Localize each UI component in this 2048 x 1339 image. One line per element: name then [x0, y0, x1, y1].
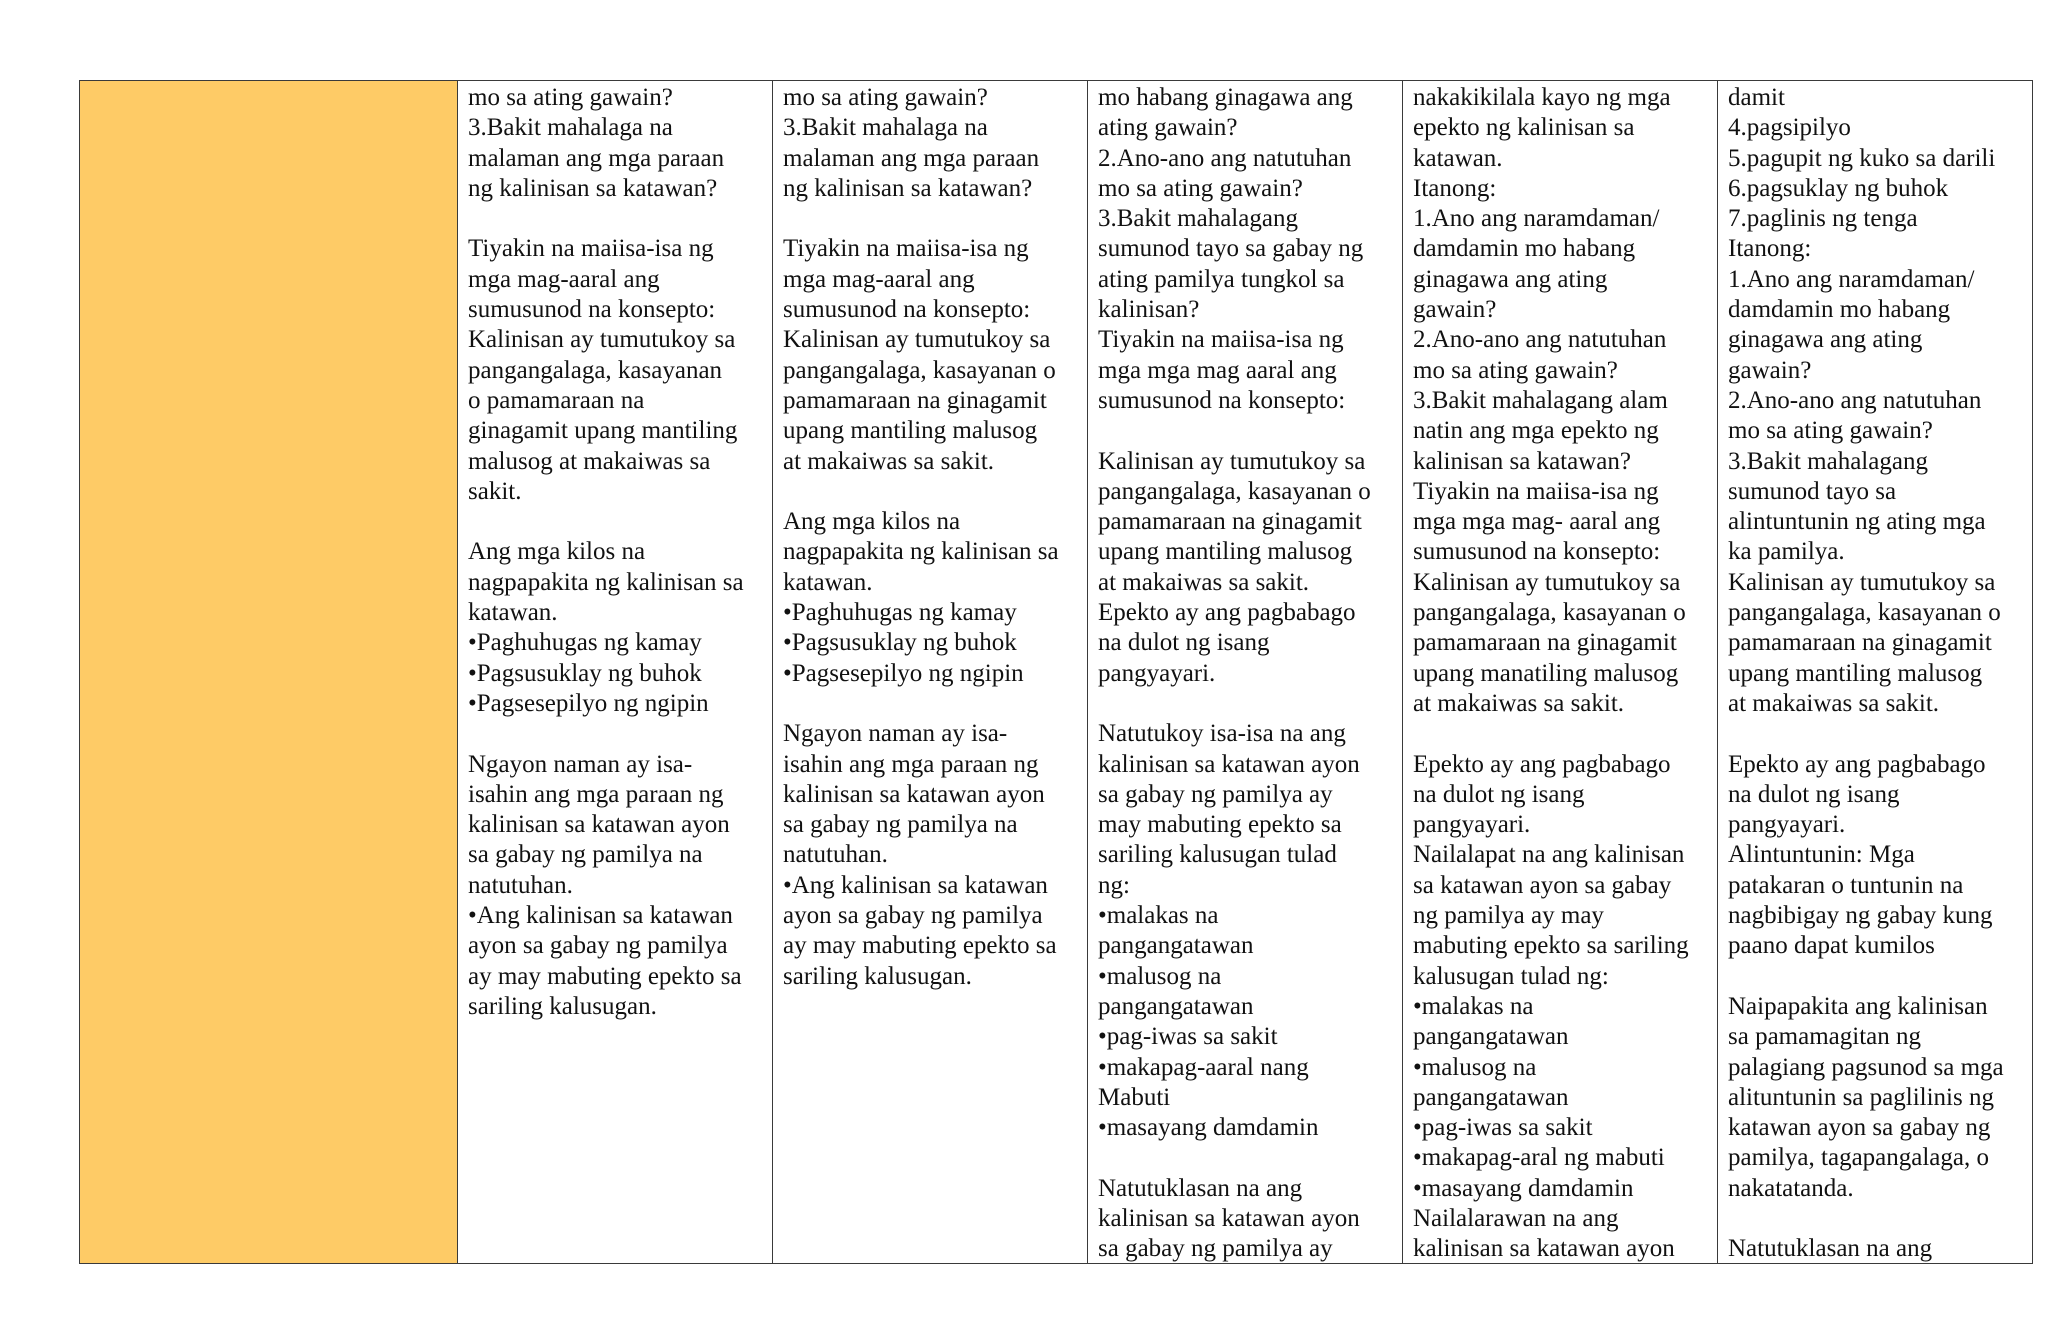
table-cell-column-1: [458, 81, 773, 1264]
cell-text-column-3: mo habang ginagawa ang ating gawain? 2.Ano-ano ang natutuhan mo sa ating gawain? 3.Bakit mahalagang sumunod tayo sa gabay ng ating pamilya tungkol sa kalinisan? Tiyakin na maiisa-isa ng mga mga mag aaral ang sumusunod na konsepto: Kalinisan ay tumutukoy sa pangangalaga, kasayanan o pamamaraan na ginagamit upang mantiling malusog at makaiwas sa sakit. Epekto ay ang pagbabago na dulot ng isang pangyayari. Natutukoy isa-isa na ang kalinisan sa katawan ayon sa gabay ng pamilya ay may mabuting epekto sa sariling kalusugan tulad ng: •malakas na pangangatawan •malusog na pangangatawan •pag-iwas sa sakit •makapag-aaral nang Mabuti •masayang damdamin Natutuklasan na ang kalinisan sa katawan ayon sa gabay ng pamilya ay: [1098, 84, 1371, 1263]
table-cell-column-5: [1718, 81, 2033, 1264]
table-cell-column-4: [1403, 81, 1718, 1264]
table-cell-column-3: [1088, 81, 1403, 1264]
cell-text-column-5: damit 4.pagsipilyo 5.pagupit ng kuko sa darili 6.pagsuklay ng buhok 7.paglinis ng tenga Itanong: 1.Ano ang naramdaman/ damdamin mo habang ginagawa ang ating gawain? 2.Ano-ano ang natutuhan mo sa ating gawain? 3.Bakit mahalagang sumunod tayo sa alintuntunin ng ating mga ka pamilya. Kalinisan ay tumutukoy sa pangangalaga, kasayanan o pamamaraan na ginagamit upang mantiling malusog at makaiwas sa sakit. Epekto ay ang pagbabago na dulot ng isang pangyayari. Alintuntunin: Mga patakaran o tuntunin na nagbibigay ng gabay kung paano dapat kumilos Naipapakita ang kalinisan sa pamamagitan ng palagiang pagsunod sa mga alituntunin sa paglilinis ng katawan ayon sa gabay ng pamilya, tagapangalaga, o nakatatanda. Natutuklasan na ang: [1728, 84, 2004, 1263]
highlighted-label-cell: [80, 81, 458, 1264]
cell-text-column-4: nakakikilala kayo ng mga epekto ng kalinisan sa katawan. Itanong: 1.Ano ang naramdaman/ damdamin mo habang ginagawa ang ating gawain? 2.Ano-ano ang natutuhan mo sa ating gawain? 3.Bakit mahalagang alam natin ang mga epekto ng kalinisan sa katawan? Tiyakin na maiisa-isa ng mga mga mag- aaral ang sumusunod na konsepto: Kalinisan ay tumutukoy sa pangangalaga, kasayanan o pamamaraan na ginagamit upang manatiling malusog at makaiwas sa sakit. Epekto ay ang pagbabago na dulot ng isang pangyayari. Nailalapat na ang kalinisan sa katawan ayon sa gabay ng pamilya ay may mabuting epekto sa sariling kalusugan tulad ng: •malakas na pangangatawan •malusog na pangangatawan •pag-iwas sa sakit •makapag-aral ng mabuti •masayang damdamin Nailalarawan na ang kalinisan sa katawan ayon: [1413, 84, 1689, 1263]
cell-text-column-2: mo sa ating gawain? 3.Bakit mahalaga na malaman ang mga paraan ng kalinisan sa katawan? Tiyakin na maiisa-isa ng mga mag-aaral ang sumusunod na konsepto: Kalinisan ay tumutukoy sa pangangalaga, kasayanan o pamamaraan na ginagamit upang mantiling malusog at makaiwas sa sakit. Ang mga kilos na nagpapakita ng kalinisan sa katawan. •Paghuhugas ng kamay •Pagsusuklay ng buhok •Pagsesepilyo ng ngipin Ngayon naman ay isa- isahin ang mga paraan ng kalinisan sa katawan ayon sa gabay ng pamilya na natutuhan. •Ang kalinisan sa katawan ayon sa gabay ng pamilya ay may mabuting epekto sa sariling kalusugan.: [783, 84, 1059, 990]
table-cell-column-2: [773, 81, 1088, 1264]
table-row: [80, 81, 2033, 1264]
lesson-plan-table: [79, 80, 2033, 1264]
cell-text-column-1: mo sa ating gawain? 3.Bakit mahalaga na malaman ang mga paraan ng kalinisan sa katawan? Tiyakin na maiisa-isa ng mga mag-aaral ang sumusunod na konsepto: Kalinisan ay tumutukoy sa pangangalaga, kasayanan o pamamaraan na ginagamit upang mantiling malusog at makaiwas sa sakit. Ang mga kilos na nagpapakita ng kalinisan sa katawan. •Paghuhugas ng kamay •Pagsusuklay ng buhok •Pagsesepilyo ng ngipin Ngayon naman ay isa- isahin ang mga paraan ng kalinisan sa katawan ayon sa gabay ng pamilya na natutuhan. •Ang kalinisan sa katawan ayon sa gabay ng pamilya ay may mabuting epekto sa sariling kalusugan.: [468, 84, 744, 1020]
